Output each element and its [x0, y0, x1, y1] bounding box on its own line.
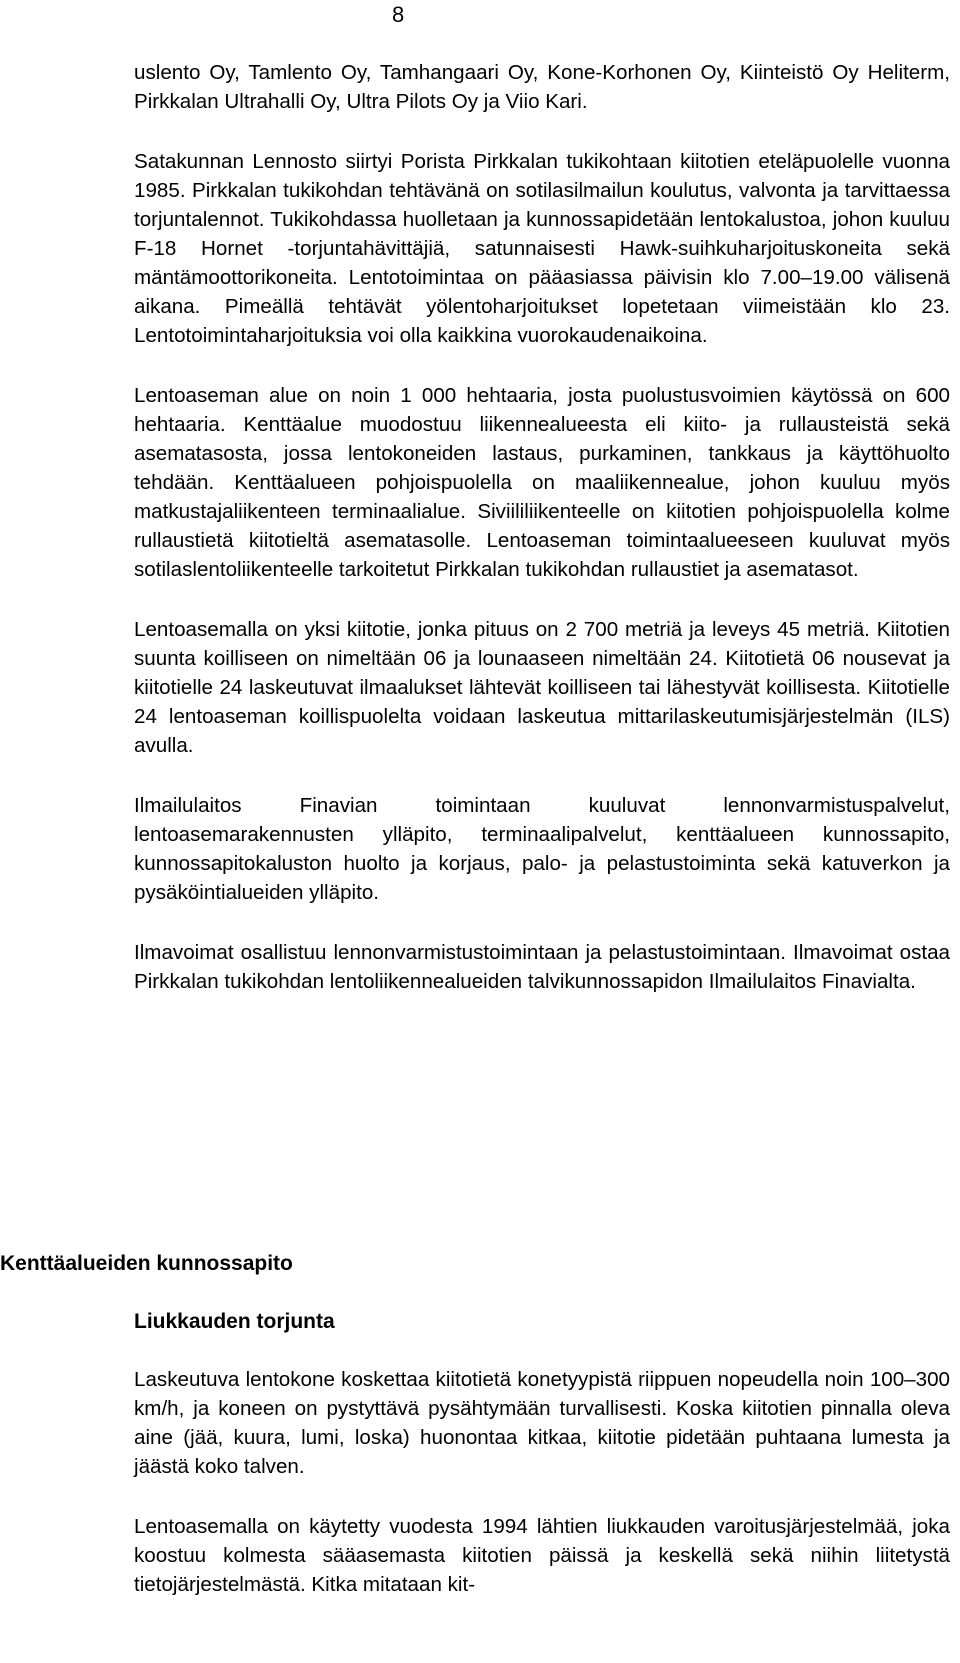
- subheading: Liukkauden torjunta: [134, 1310, 335, 1333]
- paragraph-airport-area: Lentoaseman alue on noin 1 000 hehtaaria, josta puolustusvoimien käytössä on 600 hehtaaria. Kenttäalue muodostuu liikennealueesta eli kiito- ja rullausteistä sekä asematasosta, jossa lentokoneiden lastaus, purkaminen, tankkaus ja käyttöhuolto tehdään. Kenttäalueen pohjoispuolella on maaliikennealue, johon kuuluu myös matkustajaliikenteen terminaalialue. Siviililiikenteelle on kiitotien pohjoispuolella kolme rullaustietä kiitotieltä asematasolle. Lentoaseman toimintaalueeseen kuuluvat myös sotilaslentoliikenteelle tarkoitetut Pirkkalan tukikohdan rullaustiet ja asematasot.: [134, 384, 950, 581]
- paragraph-operators: uslento Oy, Tamlento Oy, Tamhangaari Oy, Kone-Korhonen Oy, Kiinteistö Oy Heliterm, Pirkkalan Ultrahalli Oy, Ultra Pilots Oy ja Viio Kari.: [134, 61, 950, 113]
- paragraph-finavia: Ilmailulaitos Finavian toimintaan kuuluvat lennonvarmistuspalvelut, lentoasemarakennusten ylläpito, terminaalipalvelut, kenttäalueen kunnossapito, kunnossapitokaluston huolto ja korjaus, palo- ja pelastustoiminta sekä katuverkon ja pysäköintialueiden ylläpito.: [134, 794, 950, 904]
- paragraph-runway: Lentoasemalla on yksi kiitotie, jonka pituus on 2 700 metriä ja leveys 45 metriä. Kiitotien suunta koilliseen on nimeltään 06 ja lounaaseen nimeltään 24. Kiitotietä 06 nousevat ja kiitotielle 24 laskeutuvat ilmaalukset lähtevät koilliseen tai lähestyvät koillisesta. Kiitotielle 24 lentoaseman koillispuolelta voidaan laskeutua mittarilaskeutumisjärjestelmän (ILS) avulla.: [134, 618, 950, 757]
- body-text-bottom: [134, 1365, 950, 1630]
- paragraph-satakunnan-lennosto: Satakunnan Lennosto siirtyi Porista Pirkkalan tukikohtaan kiitotien eteläpuolelle vuonna 1985. Pirkkalan tukikohdan tehtävänä on sotilasilmailun koulutus, valvonta ja tarvittaessa torjuntalennot. Tukikohdassa huolletaan ja kunnossapidetään lentokalustoa, johon kuuluu F-18 Hornet -torjuntahävittäjiä, satunnaisesti Hawk-suihkuharjoituskoneita sekä mäntämoottorikoneita. Lentotoimintaa on pääasiassa päivisin klo 7.00–19.00 välisenä aikana. Pimeällä tehtävät yölentoharjoitukset lopetetaan viimeistään klo 23. Lentotoimintaharjoituksia voi olla kaikkina vuorokaudenaikoina.: [134, 150, 950, 347]
- paragraph-ilmavoimat: Ilmavoimat osallistuu lennonvarmistustoimintaan ja pelastustoimintaan. Ilmavoimat ostaa Pirkkalan tukikohdan lentoliikennealueiden talvikunnossapidon Ilmailulaitos Finavialta.: [134, 941, 950, 993]
- paragraph-landing: Laskeutuva lentokone koskettaa kiitotietä konetyypistä riippuen nopeudella noin 100–300 km/h, ja koneen on pystyttävä pysähtymään turvallisesti. Koska kiitotien pinnalla oleva aine (jää, kuura, lumi, loska) huonontaa kitkaa, kiitotie pidetään puhtaana lumesta ja jäästä koko talven.: [134, 1368, 950, 1478]
- section-heading: Kenttäalueiden kunnossapito: [0, 1252, 293, 1275]
- paragraph-warning-system: Lentoasemalla on käytetty vuodesta 1994 lähtien liukkauden varoitusjärjestelmää, joka koostuu kolmesta sääasemasta kiitotien päissä ja keskellä sekä niihin liitetystä tietojärjestelmästä. Kitka mitataan kit-: [134, 1515, 950, 1596]
- page-number: 8: [392, 2, 405, 27]
- body-text-top: [134, 58, 950, 1027]
